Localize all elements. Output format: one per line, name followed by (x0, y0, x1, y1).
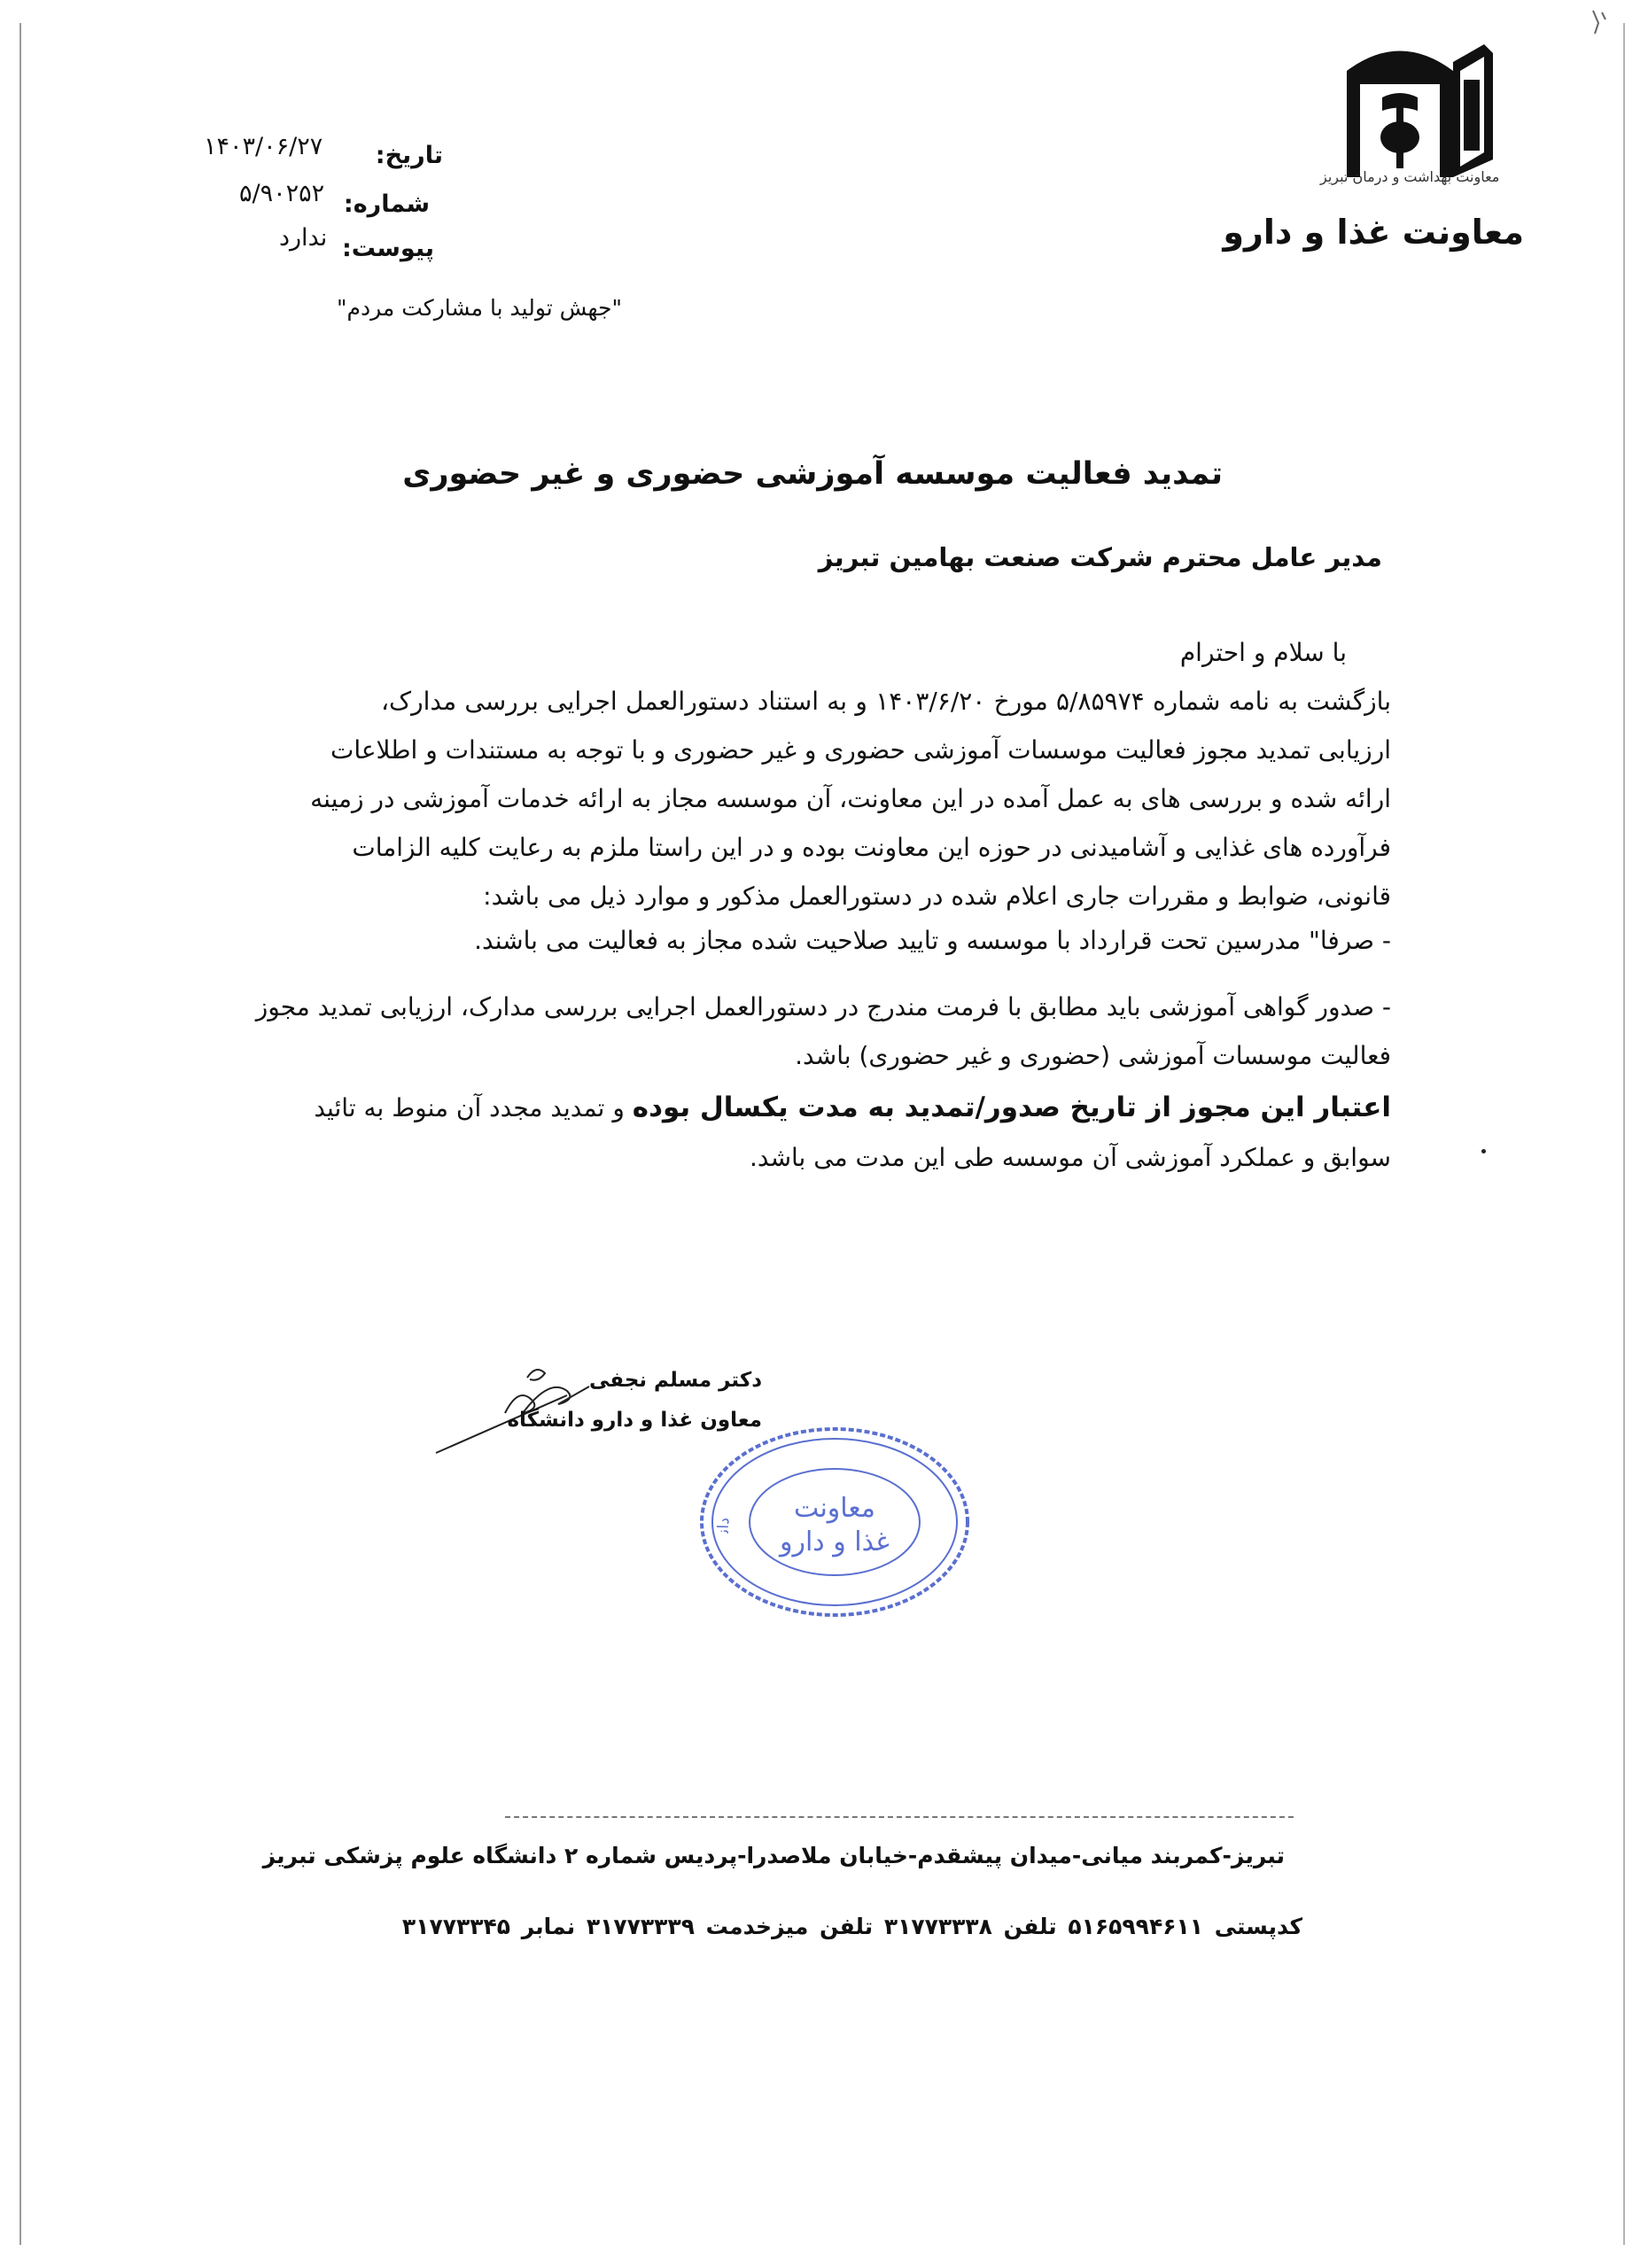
greeting: با سلام و احترام (1179, 638, 1347, 667)
stamp-inner-text-2: غذا و دارو (780, 1526, 890, 1557)
signer-name: دکتر مسلم نجفی (589, 1369, 762, 1392)
number-value: ۵/۹۰۲۵۲ (239, 180, 325, 207)
number-label: شماره: (343, 190, 430, 218)
footer-address: تبریز-کمربند میانی-میدان پیشقدم-خیابان ملاصدرا-پردیس شماره ۲ دانشگاه علوم پزشکی تبریز (262, 1843, 1285, 1868)
signer-position: معاون غذا و دارو دانشگاه (507, 1409, 762, 1432)
corner-scratch-mark (1586, 7, 1621, 46)
stray-dot (1481, 1149, 1486, 1153)
attachment-value: ندارد (279, 224, 328, 252)
department-name: معاونت غذا و دارو (1223, 213, 1524, 252)
logo-caption: معاونت بهداشت و درمان تبریز (1320, 168, 1500, 185)
page-border (19, 23, 1625, 2245)
emblem-icon (1320, 35, 1506, 186)
paragraph-line: ارائه شده و بررسی های به عمل آمده در این معاونت، آن موسسه مجاز به ارائه خدمات آموزشی در زمینه (310, 784, 1391, 813)
footer-contacts: کدپستی ۵۱۶۵۹۹۴۶۱۱ تلفن ۳۱۷۷۳۳۳۸ تلفن میزخدمت ۳۱۷۷۳۳۳۹ نمابر ۳۱۷۷۳۳۴۵ (401, 1914, 1302, 1939)
stamp-inner-text-1: معاونت (794, 1493, 875, 1524)
attachment-label: پیوست: (341, 235, 434, 262)
paragraph-line: ارزیابی تمدید مجوز فعالیت موسسات آموزشی حضوری و غیر حضوری و با توجه به مستندات و اطلاعات (330, 735, 1391, 765)
official-stamp (693, 1418, 976, 1625)
slogan: "جهش تولید با مشارکت مردم" (337, 295, 622, 321)
date-value: ۱۴۰۳/۰۶/۲۷ (204, 133, 323, 160)
university-logo (1223, 35, 1524, 275)
condition-item-2-line: - صدور گواهی آموزشی باید مطابق با فرمت مندرج در دستورالعمل اجرایی بررسی مدارک، ارزیابی تمدید مجوز (255, 992, 1391, 1021)
paragraph-line: فرآورده های غذایی و آشامیدنی در حوزه این معاونت بوده و در این راستا ملزم به رعایت کلیه الزامات (352, 833, 1391, 862)
validity-line (314, 1091, 1391, 1123)
footer-divider (505, 1816, 1294, 1818)
validity-rest-text: و تمدید مجدد آن منوط به تائید (314, 1093, 633, 1122)
letter-title: تمدید فعالیت موسسه آموزشی حضوری و غیر حضوری (402, 456, 1223, 492)
condition-item-2-line: فعالیت موسسات آموزشی (حضوری و غیر حضوری) باشد. (795, 1041, 1391, 1070)
paragraph-line: قانونی، ضوابط و مقررات جاری اعلام شده در دستورالعمل مذکور و موارد ذیل می باشد: (483, 882, 1391, 911)
recipient: مدیر عامل محترم شرکت صنعت بهامین تبریز (818, 542, 1382, 572)
date-label: تاریخ: (375, 142, 443, 169)
validity-bold-text: اعتبار این مجوز از تاریخ صدور/تمدید به مدت یکسال بوده (632, 1091, 1391, 1123)
paragraph-line: بازگشت به نامه شماره ۵/۸۵۹۷۴ مورخ ۱۴۰۳/۶/۲۰ و به استناد دستورالعمل اجرایی بررسی مدارک، (381, 687, 1392, 716)
validity-line-2: سوابق و عملکرد آموزشی آن موسسه طی این مدت می باشد. (749, 1143, 1391, 1172)
stamp-outer-text: دان (714, 1516, 734, 1534)
condition-item-1: - صرفا" مدرسین تحت قرارداد با موسسه و تایید صلاحیت شده مجاز به فعالیت می باشند. (474, 926, 1391, 955)
